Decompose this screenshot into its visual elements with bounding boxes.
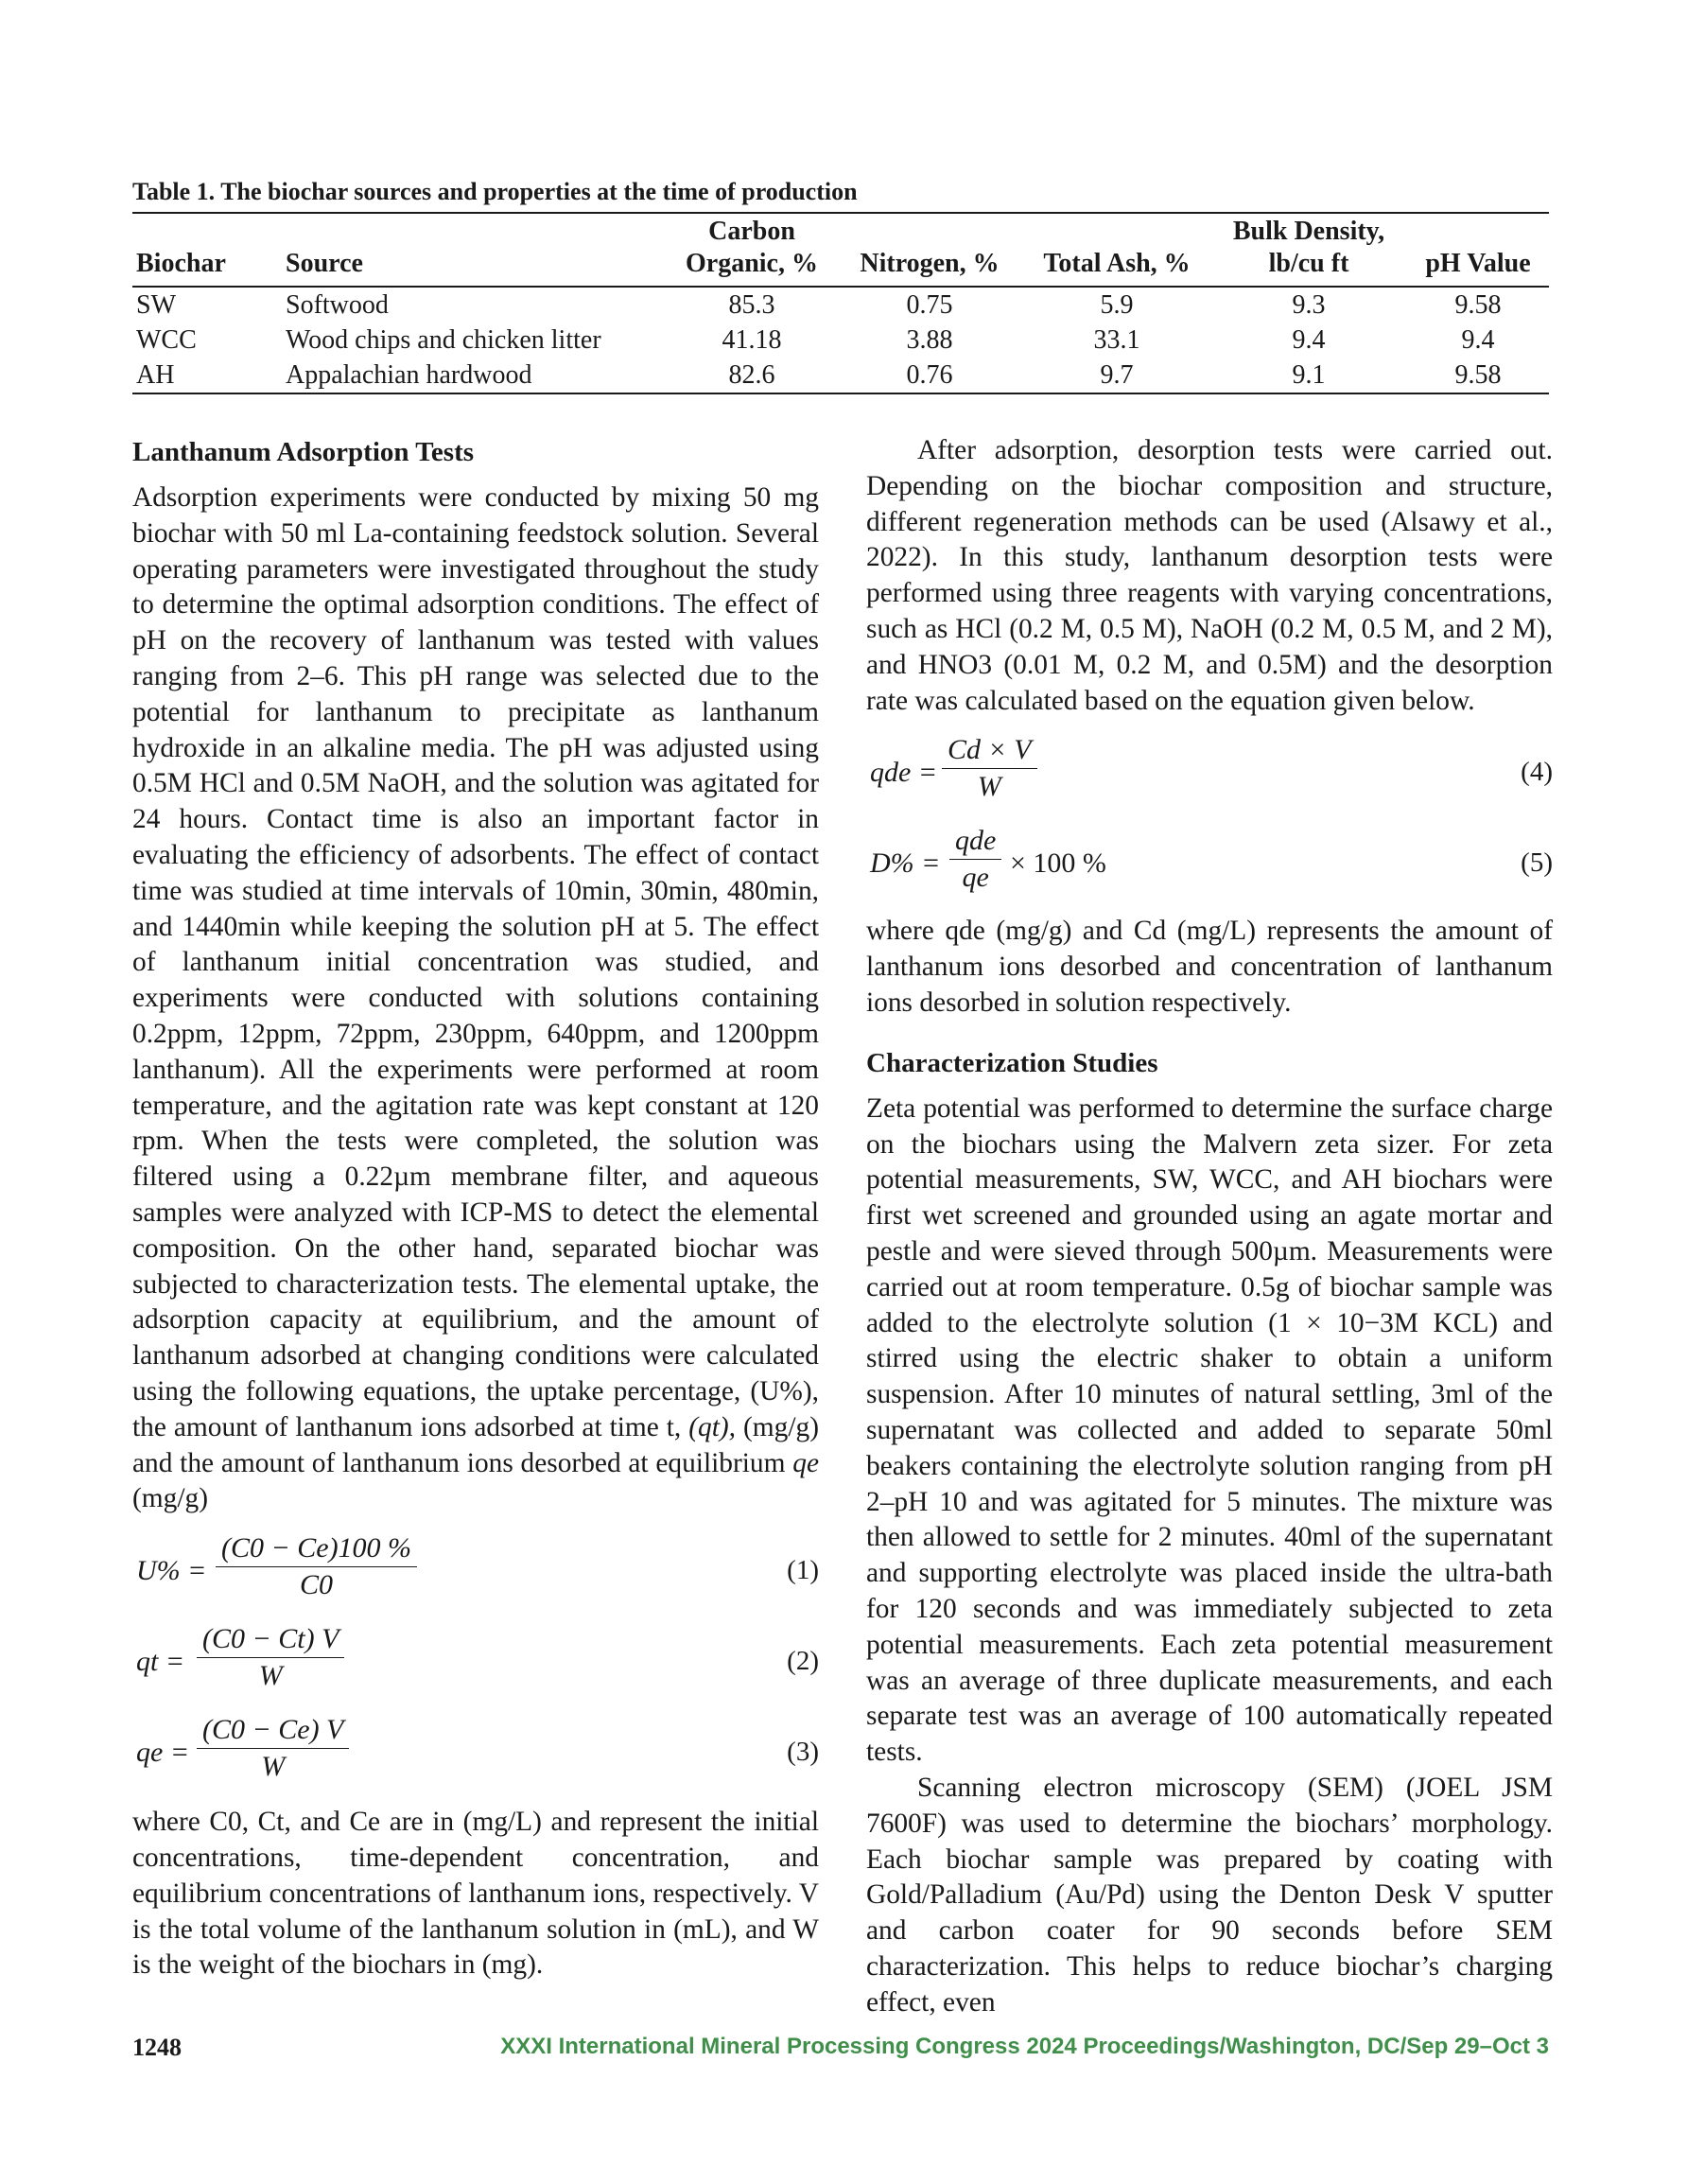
col-header-source: Source [286,249,363,278]
paragraph-zeta-potential: Zeta potential was performed to determine the surface charge on the biochars using the Malvern zeta sizer. For zeta potential measurements, SW, WCC, and AH biochars were first wet screened and grounded using an agate mortar and pestle and were sieved through 500µm. Measurements were carried out at room temperature. 0.5g of biochar sample was added to the electrolyte solution (1 × 10−3M KCL) and stirred using the electric shaker to obtain a uniform suspension. After 10 minutes of natural settling, 3ml of the supernatant was collected and added to separate 50ml beakers containing the electrolyte solution ranging from pH 2–pH 10 and was agitated for 5 minutes. The mixture was then allowed to settle for 2 minutes. 40ml of the supernatant and supporting electrolyte was placed inside the ultra-bath for 120 seconds and was immediately subjected to zeta potential measurements. Each zeta potential measurement was an average of three duplicate measurements, and each separate test was an average of 100 automatically repeated tests. [866,1092,1553,1768]
cell-carbon: 82.6 [728,360,775,390]
equation-lhs: qde = [870,757,938,789]
cell-ash: 5.9 [1100,290,1134,320]
table-row [132,358,1549,393]
cell-carbon: 41.18 [722,325,782,355]
col-header-biochar: Biochar [136,249,226,278]
symbol-qt: (qt), [688,1411,737,1442]
col-header-nitrogen: Nitrogen, % [860,249,1000,278]
cell-nitrogen: 3.88 [906,325,953,355]
section-heading-characterization: Characterization Studies [866,1047,1158,1078]
equation-denominator: W [261,1751,286,1783]
equation-fraction [949,823,1001,896]
cell-source: Wood chips and chicken litter [286,325,601,355]
equation-2 [132,1621,819,1706]
biochar-properties-table [132,212,1549,394]
col-header-ph: pH Value [1425,249,1531,278]
col-header-carbon-line1: Carbon [708,217,795,246]
equation-lhs: qe = [136,1737,190,1769]
left-column [132,433,819,1983]
page-number: 1248 [132,2034,182,2061]
equation-factor: × 100 % [1010,847,1106,880]
cell-density: 9.4 [1292,325,1326,355]
equation-denominator: W [258,1660,283,1692]
cell-biochar: AH [136,360,175,390]
table-1 [132,176,1549,394]
col-header-bulk-density [1210,213,1407,287]
equation-numerator: (C0 − Ct) V [197,1621,344,1658]
col-header-carbon-line2: Organic, % [686,249,818,278]
equation-number: (1) [787,1555,819,1586]
equation-4 [866,732,1553,817]
cell-density: 9.3 [1292,290,1326,320]
table-row [132,323,1549,358]
equation-numerator: Cd × V [942,732,1037,769]
equation-denominator: W [977,771,1001,803]
paragraph-variable-definitions: where C0, Ct, and Ce are in (mg/L) and represent the initial concentrations, time-dependent concentration, and equilibrium concentrations of lanthanum ions, respectively. V is the total volume of the lanthanum solution in (mL), and W is the weight of the biochars in (mg). [132,1807,819,1981]
paragraph-text-tail: (mg/g) and the amount of lanthanum ions desorbed at equilibrium [132,1411,819,1478]
col-header-total-ash: Total Ash, % [1043,249,1191,278]
equation-numerator: (C0 − Ce)100 % [216,1530,417,1567]
cell-ash: 9.7 [1100,360,1134,390]
equation-lhs: qt = [136,1646,185,1678]
col-header-density-line2: lb/cu ft [1268,249,1349,278]
cell-biochar: WCC [136,325,197,355]
section-heading-adsorption: Lanthanum Adsorption Tests [132,437,475,467]
equation-numerator: qde [949,823,1001,860]
equation-number: (2) [787,1646,819,1677]
paragraph-desorption-definitions: where qde (mg/g) and Cd (mg/L) represents the amount of lanthanum ions desorbed and concentration of lanthanum ions desorbed in solution respectively. [866,916,1553,1018]
equation-5 [866,823,1553,908]
right-column [866,433,1553,2020]
symbol-qe: qe [792,1447,820,1478]
equation-numerator: (C0 − Ce) V [197,1712,349,1749]
paragraph-text: Adsorption experiments were conducted by mixing 50 mg biochar with 50 ml La-containing feedstock solution. Several operating parameters were investigated throughout the study to determine the optimal adsorption conditions. The effect of pH on the recovery of lanthanum was tested with values ranging from 2–6. This pH range was selected due to the potential for lanthanum to precipitate as lanthanum hydroxide in an alkaline media. The pH was adjusted using 0.5M HCl and 0.5M NaOH, and the solution was agitated for 24 hours. Contact time is also an important factor in evaluating the efficiency of adsorbents. The effect of contact time was studied at time intervals of 10min, 30min, 480min, and 1440min while keeping the solution pH at 5. The effect of lanthanum initial concentration was studied, and experiments were conducted with solutions containing 0.2ppm, 12ppm, 72ppm, 230ppm, 640ppm, and 1200ppm lanthanum). All the experiments were performed at room temperature, and the agitation rate was kept constant at 120 rpm. When the tests were completed, the solution was filtered using a 0.22µm membrane filter, and aqueous samples were analyzed with ICP-MS to detect the elemental composition. On the other hand, separated biochar was subjected to characterization tests. The elemental uptake, the adsorption capacity at equilibrium, and the amount of lanthanum adsorbed at changing conditions were calculated using the following equations, the uptake percentage, [132,482,819,1406]
paragraph-desorption: After adsorption, desorption tests were carried out. Depending on the biochar composition and structure, different regeneration methods can be used (Alsawy et al., 2022). In this study, lanthanum desorption tests were performed using three reagents with varying concentrations, such as HCl (0.2 M, 0.5 M), NaOH (0.2 M, 0.5 M, and 2 M), and HNO3 (0.01 M, 0.2 M, and 0.5M) and the desorption rate was calculated based on the equation given below. [866,435,1553,716]
equation-fraction [197,1712,349,1785]
equation-denominator: qe [962,862,989,894]
table-header-row [132,213,1549,287]
cell-source: Softwood [286,290,389,320]
equation-lhs: U% = [136,1555,207,1587]
equation-number: (4) [1521,757,1553,788]
running-footer-title: XXXI International Mineral Processing Congress 2024 Proceedings/Washington, DC/Sep 29–Oct 3 [500,2034,1549,2059]
equation-fraction [197,1621,344,1694]
paragraph-text-end: (mg/g) [132,1483,208,1514]
cell-source: Appalachian hardwood [286,360,532,390]
cell-carbon: 85.3 [728,290,775,320]
cell-ph: 9.4 [1461,325,1495,355]
table-caption: Table 1. The biochar sources and properties at the time of production [132,178,858,205]
equation-number: (3) [787,1737,819,1768]
cell-ph: 9.58 [1454,290,1502,320]
col-header-density-line1: Bulk Density, [1232,217,1385,246]
paragraph-adsorption-methods [132,480,819,1517]
table-row [132,287,1549,323]
paragraph-text-uptake: (U%), the amount of lanthanum ions adsorbed at time t, [132,1375,819,1442]
cell-ash: 33.1 [1093,325,1140,355]
equation-1 [132,1530,819,1616]
equation-3 [132,1712,819,1797]
equation-fraction [216,1530,417,1603]
equation-lhs: D% = [870,847,941,880]
equation-denominator: C0 [300,1569,334,1601]
col-header-carbon [668,213,836,287]
equation-fraction [942,732,1037,805]
cell-nitrogen: 0.76 [906,360,953,390]
cell-density: 9.1 [1292,360,1326,390]
paragraph-sem: Scanning electron microscopy (SEM) (JOEL JSM 7600F) was used to determine the biochars’ morphology. Each biochar sample was prepared by coating with Gold/Palladium (Au/Pd) using the Denton Desk V sputter and carbon coater for 90 seconds before SEM characterization. This helps to reduce biochar’s charging effect, even [866,1772,1553,2018]
cell-ph: 9.58 [1454,360,1502,390]
cell-nitrogen: 0.75 [906,290,953,320]
equation-number: (5) [1521,847,1553,879]
cell-biochar: SW [136,290,176,320]
